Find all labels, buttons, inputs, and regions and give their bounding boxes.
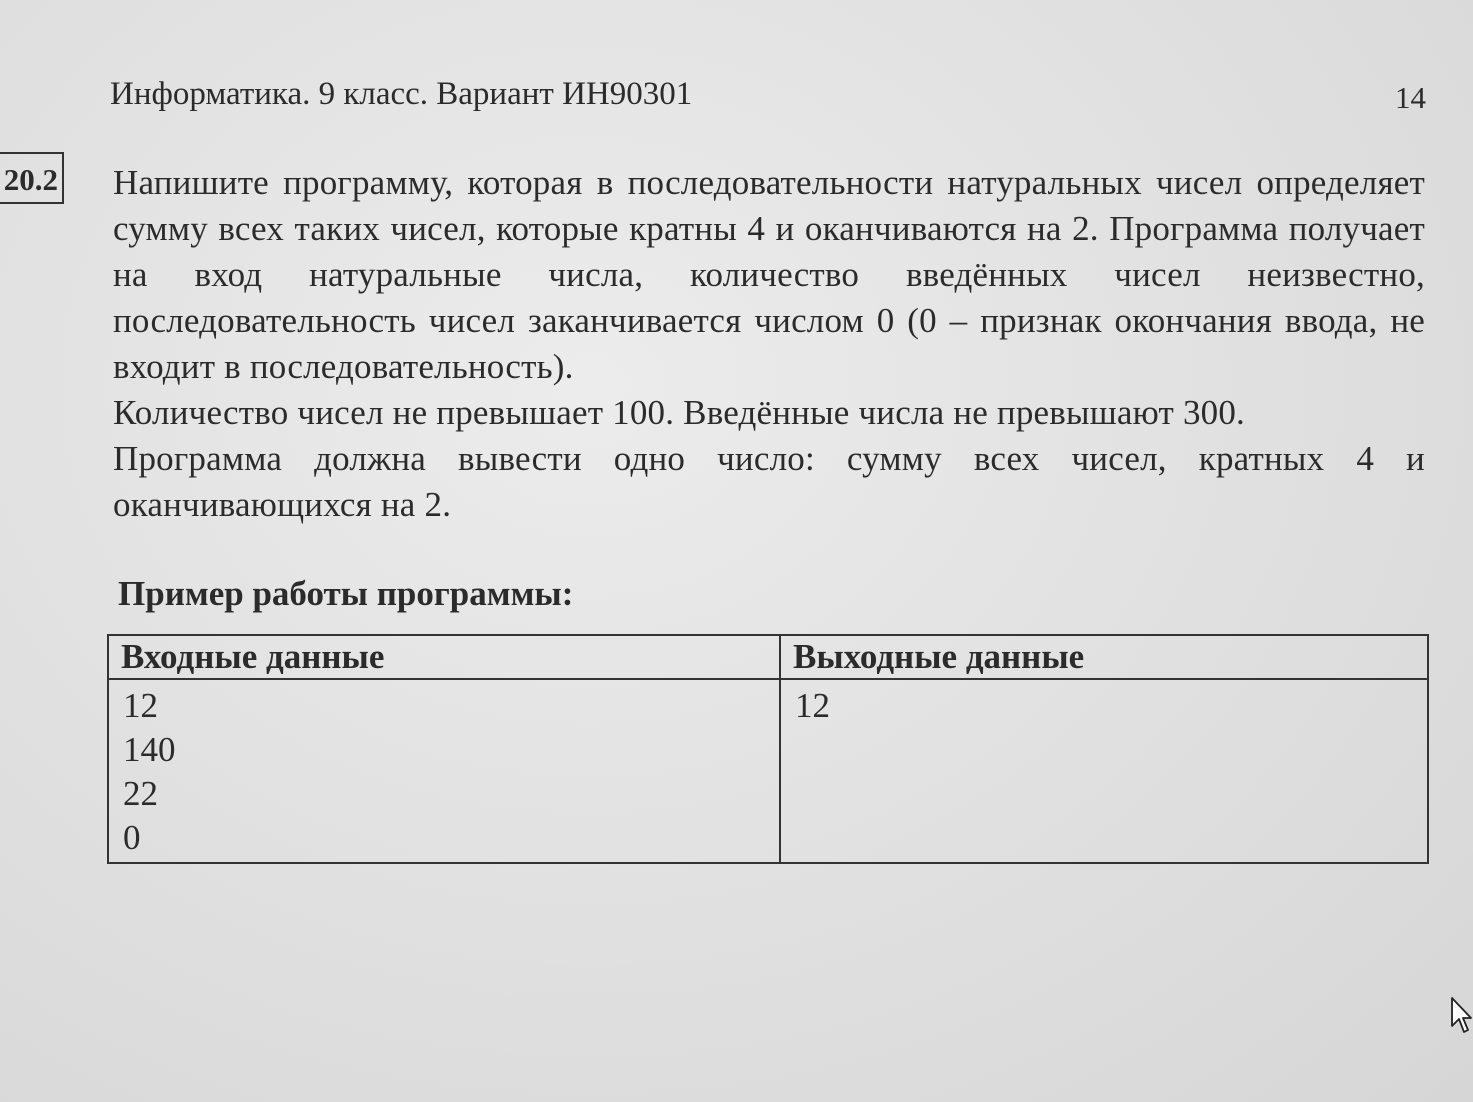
- input-header: Входные данные: [108, 635, 780, 679]
- task-statement: [113, 160, 1425, 528]
- task-paragraph: Программа должна вывести одно число: сумму всех чисел, кратных 4 и оканчивающихся на 2.: [113, 439, 1425, 524]
- input-line: 140: [123, 730, 176, 769]
- input-line: 12: [123, 686, 158, 725]
- input-line: 0: [123, 818, 141, 857]
- output-data-cell: [780, 679, 1428, 863]
- table-header-row: [108, 635, 1428, 679]
- table-row: [108, 679, 1428, 863]
- output-line: 12: [795, 686, 830, 725]
- task-paragraph: Напишите программу, которая в последовательности натуральных чисел определяет сумму всех таких чисел, которые кратны 4 и оканчиваются на 2. Программа получает на вход натуральные числа, количество введённых чисел неизвестно, последовательность чисел заканчивается числом 0 (0 – признак окончания ввода, не входит в последовательность).: [113, 163, 1425, 386]
- mouse-pointer-icon: [1450, 996, 1472, 1036]
- example-table: [107, 634, 1429, 864]
- input-line: 22: [123, 774, 158, 813]
- task-paragraph: Количество чисел не превышает 100. Введённые числа не превышают 300.: [113, 393, 1245, 432]
- task-number: 20.2: [0, 152, 64, 204]
- output-header: Выходные данные: [780, 635, 1428, 679]
- input-data-cell: [108, 679, 780, 863]
- page-number: 14: [1395, 80, 1426, 115]
- document-title: Информатика. 9 класс. Вариант ИН90301: [110, 76, 693, 112]
- page-header: [110, 72, 1428, 120]
- example-heading: Пример работы программы:: [118, 574, 574, 613]
